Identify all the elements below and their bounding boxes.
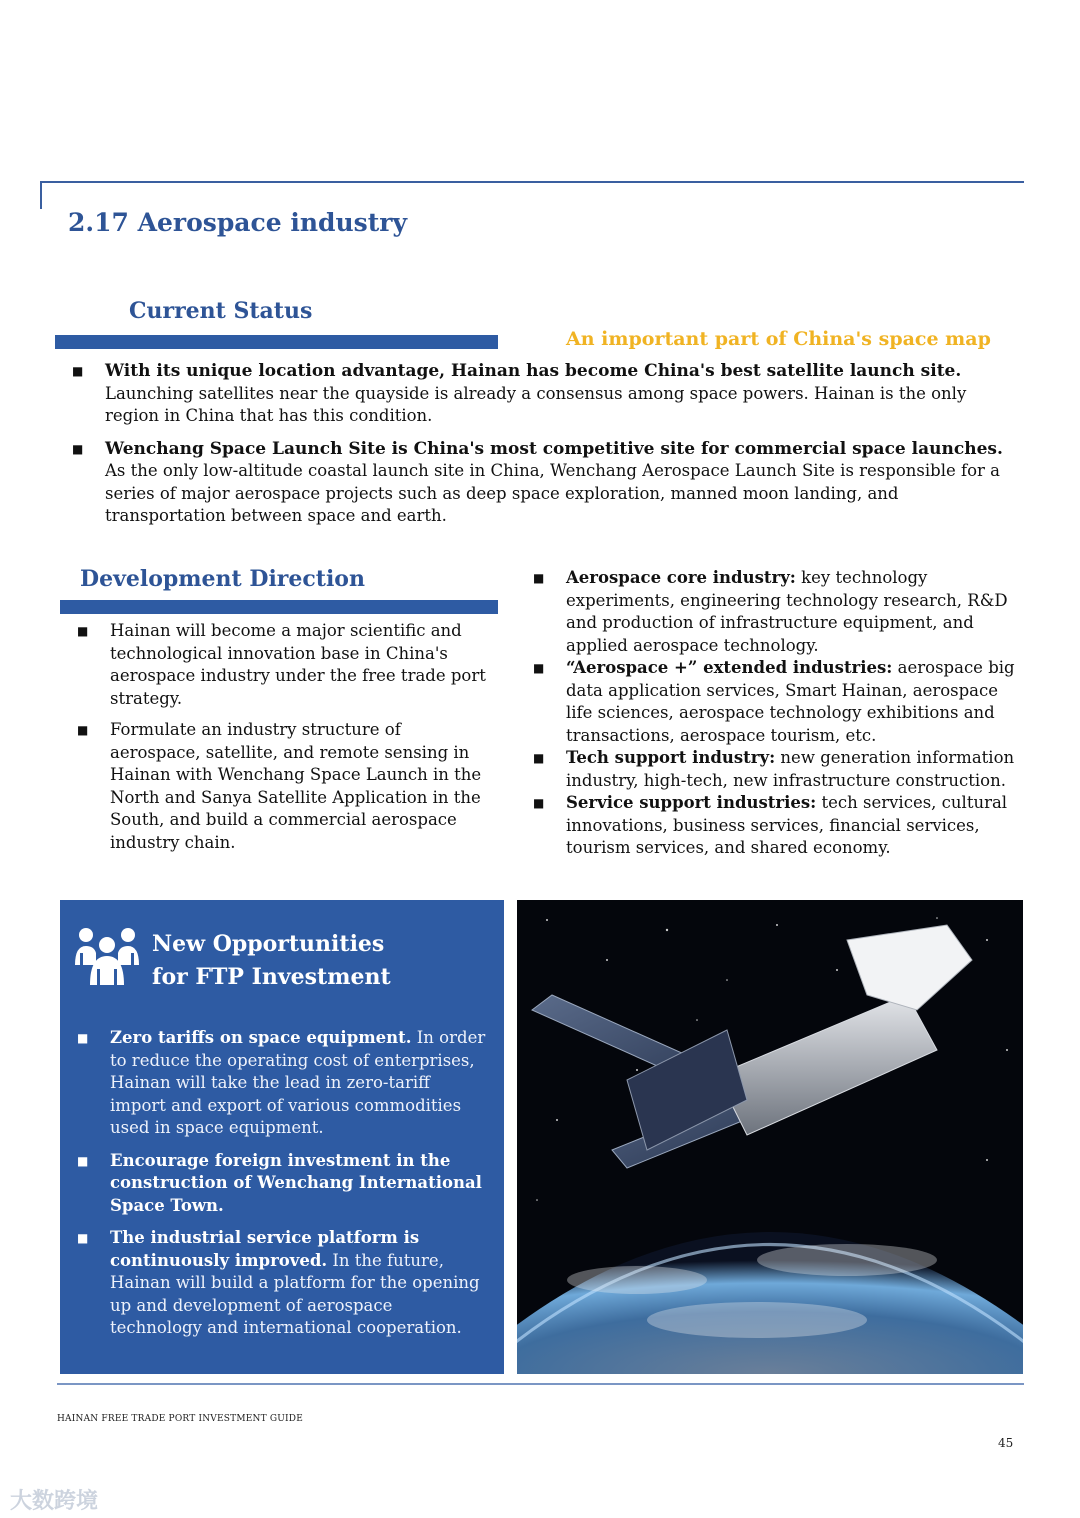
bullet-icon: ■ [533,571,545,585]
opportunities-title-line1: New Opportunities [152,931,385,957]
item-bold: With its unique location advantage, Hainan has become China's best satellite launch site. [105,361,962,381]
list-item [77,620,490,710]
item-text: new generation information industry, high-tech, new infrastructure construction. [566,748,1015,790]
list-item [72,360,1020,428]
current-status-subheading: An important part of China's space map [566,328,991,350]
development-direction-heading: Development Direction [80,566,365,592]
current-status-bar [55,335,498,349]
list-item [77,1027,488,1140]
bullet-icon: ■ [533,661,545,675]
bullet-icon: ■ [533,796,545,810]
bullet-icon: ■ [77,1231,89,1245]
item-bold: Wenchang Space Launch Site is China's most competitive site for commercial space launches. [105,438,1003,459]
section-title: 2.17 Aerospace industry [68,208,407,237]
list-item [533,792,1021,860]
item-bold: “Aerospace +” extended industries: [566,658,893,677]
development-direction-bar [60,600,498,614]
footer-text: HAINAN FREE TRADE PORT INVESTMENT GUIDE [57,1414,303,1424]
opportunities-title [152,928,391,994]
item-bold: Aerospace core industry: [566,568,796,587]
bullet-icon: ■ [77,723,89,737]
current-status-heading: Current Status [129,298,313,324]
bullet-icon: ■ [77,624,89,638]
item-bold: Encourage foreign investment in the construction of Wenchang International Space Town. [110,1150,482,1215]
item-text: key technology experiments, engineering technology research, R&D and production of infrastructure equipment, and applied aerospace technology. [566,568,1008,655]
watermark: 大数跨境 [10,1489,99,1514]
footer-rule [57,1383,1024,1385]
header-rule-tick [40,181,42,209]
bullet-icon: ■ [72,441,84,456]
current-status-list [72,360,1020,538]
item-bold: The industrial service platform is continuously improved. [110,1228,420,1270]
development-direction-list [77,620,490,863]
item-bold: Service support industries: [566,793,817,812]
page-number: 45 [998,1436,1014,1450]
item-text: Launching satellites near the quayside is already a consensus among space powers. Hainan is the only region in China that has this condition. [105,383,967,425]
list-item [533,567,1021,657]
industries-list [533,567,1021,860]
list-item [533,747,1021,792]
item-text: tech services, cultural innovations, business services, financial services, tourism services, and shared economy. [566,793,1008,857]
item-text: Hainan will become a major scientific and technological innovation base in China's aerospace industry under the free trade port strategy. [110,621,486,708]
list-item [533,657,1021,747]
item-text: Formulate an industry structure of aerospace, satellite, and remote sensing in Hainan with Wenchang Space Launch in the North and Sanya Satellite Application in the South, and build a commercial aerospace industry chain. [110,720,482,852]
item-text: In order to reduce the operating cost of enterprises, Hainan will take the lead in zero-tariff import and export of various commodities used in space equipment. [110,1028,486,1137]
list-item [72,438,1020,528]
item-text: As the only low-altitude coastal launch site in China, Wenchang Aerospace Launch Site is responsible for a series of major aerospace projects such as deep space exploration, manned moon landing, and transportation between space and earth. [105,461,1001,525]
bullet-icon: ■ [77,1153,89,1168]
item-bold: Tech support industry: [566,748,776,767]
list-item [77,1150,488,1218]
bullet-icon: ■ [533,751,545,765]
header-rule [40,181,1024,183]
people-group-icon [72,925,142,987]
bullet-icon: ■ [72,364,84,378]
item-text: In the future, Hainan will build a platform for the opening up and development of aerospace technology and international cooperation. [110,1250,480,1337]
item-bold: Zero tariffs on space equipment. [110,1028,412,1047]
list-item [77,1227,488,1340]
opportunities-list [77,1027,488,1350]
bullet-icon: ■ [77,1031,89,1045]
opportunities-title-line2: for FTP Investment [152,964,391,990]
list-item [77,719,490,854]
satellite-photo [517,900,1023,1374]
item-text: aerospace big data application services, Smart Hainan, aerospace life sciences, aerospace technology exhibitions and transactions, aerospace tourism, etc. [566,658,1015,745]
